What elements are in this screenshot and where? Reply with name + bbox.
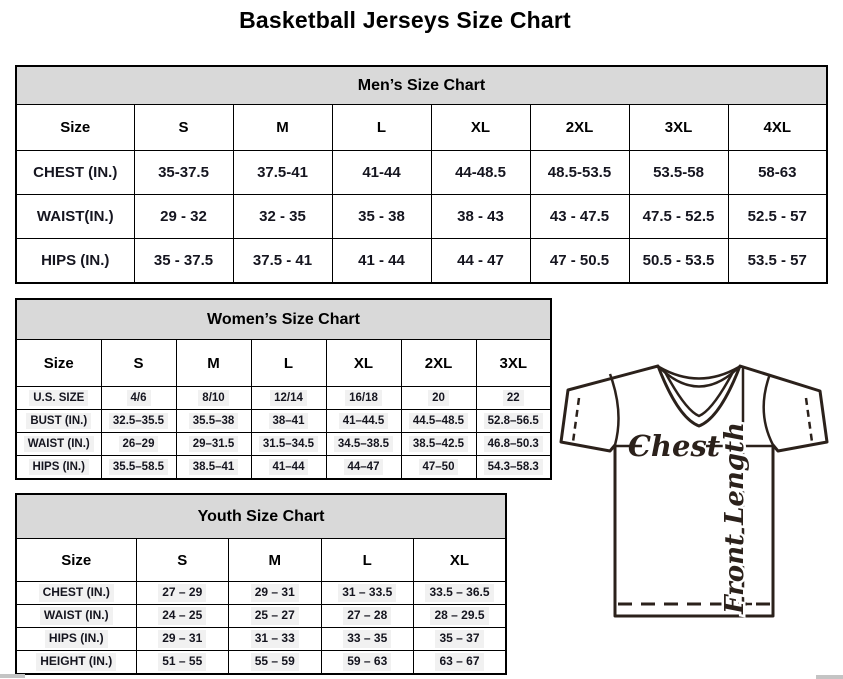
column-header: 2XL <box>401 340 476 387</box>
page-title: Basketball Jerseys Size Chart <box>239 7 571 33</box>
column-header: L <box>251 340 326 387</box>
table-cell: 54.3–58.3 <box>476 456 551 480</box>
table-cell: 33 – 35 <box>321 628 414 651</box>
table-row <box>16 239 827 284</box>
table-cell: 32 - 35 <box>233 195 332 239</box>
row-label: HIPS (IN.) <box>16 628 136 651</box>
table-cell: 38.5–42.5 <box>401 433 476 456</box>
table-cell: 41–44.5 <box>326 410 401 433</box>
table-cell: 32.5–35.5 <box>101 410 176 433</box>
table-cell: 47.5 - 52.5 <box>629 195 728 239</box>
table-cell: 55 – 59 <box>229 651 322 675</box>
table-cell: 31.5–34.5 <box>251 433 326 456</box>
column-header: 3XL <box>629 105 728 151</box>
table-cell: 58-63 <box>728 151 827 195</box>
table-row <box>16 410 551 433</box>
table-cell: 44 - 47 <box>431 239 530 284</box>
table-cell: 25 – 27 <box>229 605 322 628</box>
column-header: Size <box>16 340 101 387</box>
table-cell: 24 – 25 <box>136 605 229 628</box>
column-header: M <box>176 340 251 387</box>
column-header: 3XL <box>476 340 551 387</box>
table-cell: 43 - 47.5 <box>530 195 629 239</box>
row-label: HIPS (IN.) <box>16 239 134 284</box>
jersey-measurement-diagram <box>558 358 839 631</box>
table-row <box>16 387 551 410</box>
table-cell: 46.8–50.3 <box>476 433 551 456</box>
table-cell: 35-37.5 <box>134 151 233 195</box>
horizontal-scrollbar-fragment-right[interactable] <box>816 675 843 679</box>
table-row <box>16 605 506 628</box>
table-cell: 20 <box>401 387 476 410</box>
column-header: S <box>101 340 176 387</box>
table-cell: 41–44 <box>251 456 326 480</box>
table-cell: 37.5-41 <box>233 151 332 195</box>
table-cell: 29–31.5 <box>176 433 251 456</box>
table-cell: 8/10 <box>176 387 251 410</box>
table-cell: 29 – 31 <box>136 628 229 651</box>
mens-size-table <box>15 65 828 284</box>
womens-size-table <box>15 298 552 480</box>
table-cell: 48.5-53.5 <box>530 151 629 195</box>
front-length-label: Front Length <box>720 422 750 614</box>
table-cell: 31 – 33.5 <box>321 582 414 605</box>
table-cell: 29 - 32 <box>134 195 233 239</box>
table-cell: 35 – 37 <box>414 628 507 651</box>
table-cell: 35 - 37.5 <box>134 239 233 284</box>
youth-size-table <box>15 493 507 675</box>
table-row <box>16 195 827 239</box>
row-label: WAIST (IN.) <box>16 433 101 456</box>
table-cell: 53.5-58 <box>629 151 728 195</box>
column-header: S <box>134 105 233 151</box>
table-cell: 35 - 38 <box>332 195 431 239</box>
table-cell: 59 – 63 <box>321 651 414 675</box>
table-cell: 12/14 <box>251 387 326 410</box>
table-cell: 35.5–38 <box>176 410 251 433</box>
table-cell: 27 – 28 <box>321 605 414 628</box>
table-row <box>16 582 506 605</box>
table-cell: 33.5 – 36.5 <box>414 582 507 605</box>
column-header: L <box>321 539 414 582</box>
table-row <box>16 628 506 651</box>
table-cell: 22 <box>476 387 551 410</box>
table-cell: 41 - 44 <box>332 239 431 284</box>
table-cell: 4/6 <box>101 387 176 410</box>
column-header: 2XL <box>530 105 629 151</box>
table-row <box>16 299 551 340</box>
table-cell: 37.5 - 41 <box>233 239 332 284</box>
table-cell: 38.5–41 <box>176 456 251 480</box>
table-cell: 52.5 - 57 <box>728 195 827 239</box>
womens-table-title: Women’s Size Chart <box>16 299 551 340</box>
table-cell: 31 – 33 <box>229 628 322 651</box>
table-cell: 16/18 <box>326 387 401 410</box>
row-label: WAIST (IN.) <box>16 605 136 628</box>
table-cell: 52.8–56.5 <box>476 410 551 433</box>
table-row <box>16 433 551 456</box>
row-label: HIPS (IN.) <box>16 456 101 480</box>
table-cell: 44.5–48.5 <box>401 410 476 433</box>
table-cell: 28 – 29.5 <box>414 605 507 628</box>
table-cell: 53.5 - 57 <box>728 239 827 284</box>
column-header: 4XL <box>728 105 827 151</box>
table-cell: 38–41 <box>251 410 326 433</box>
column-header: Size <box>16 539 136 582</box>
column-header: M <box>229 539 322 582</box>
column-header: M <box>233 105 332 151</box>
table-row <box>16 66 827 105</box>
chest-label: Chest <box>627 429 721 463</box>
table-cell: 27 – 29 <box>136 582 229 605</box>
table-cell: 44-48.5 <box>431 151 530 195</box>
table-row <box>16 456 551 480</box>
column-header: S <box>136 539 229 582</box>
table-row <box>16 340 551 387</box>
column-header: Size <box>16 105 134 151</box>
table-cell: 35.5–58.5 <box>101 456 176 480</box>
youth-table-title: Youth Size Chart <box>16 494 506 539</box>
row-label: WAIST(IN.) <box>16 195 134 239</box>
table-cell: 51 – 55 <box>136 651 229 675</box>
table-cell: 47 - 50.5 <box>530 239 629 284</box>
table-cell: 29 – 31 <box>229 582 322 605</box>
row-label: BUST (IN.) <box>16 410 101 433</box>
table-cell: 26–29 <box>101 433 176 456</box>
column-header: XL <box>414 539 507 582</box>
row-label: HEIGHT (IN.) <box>16 651 136 675</box>
table-cell: 47–50 <box>401 456 476 480</box>
column-header: L <box>332 105 431 151</box>
table-row <box>16 151 827 195</box>
row-label: CHEST (IN.) <box>16 582 136 605</box>
horizontal-scrollbar-fragment-left[interactable] <box>0 674 25 678</box>
table-cell: 44–47 <box>326 456 401 480</box>
column-header: XL <box>326 340 401 387</box>
row-label: CHEST (IN.) <box>16 151 134 195</box>
row-label: U.S. SIZE <box>16 387 101 410</box>
table-row <box>16 651 506 675</box>
table-cell: 41-44 <box>332 151 431 195</box>
column-header: XL <box>431 105 530 151</box>
table-cell: 34.5–38.5 <box>326 433 401 456</box>
table-cell: 38 - 43 <box>431 195 530 239</box>
table-row <box>16 494 506 539</box>
table-cell: 63 – 67 <box>414 651 507 675</box>
table-row <box>16 105 827 151</box>
mens-table-title: Men’s Size Chart <box>16 66 827 105</box>
table-cell: 50.5 - 53.5 <box>629 239 728 284</box>
table-row <box>16 539 506 582</box>
jersey-outline-shape <box>561 366 827 616</box>
